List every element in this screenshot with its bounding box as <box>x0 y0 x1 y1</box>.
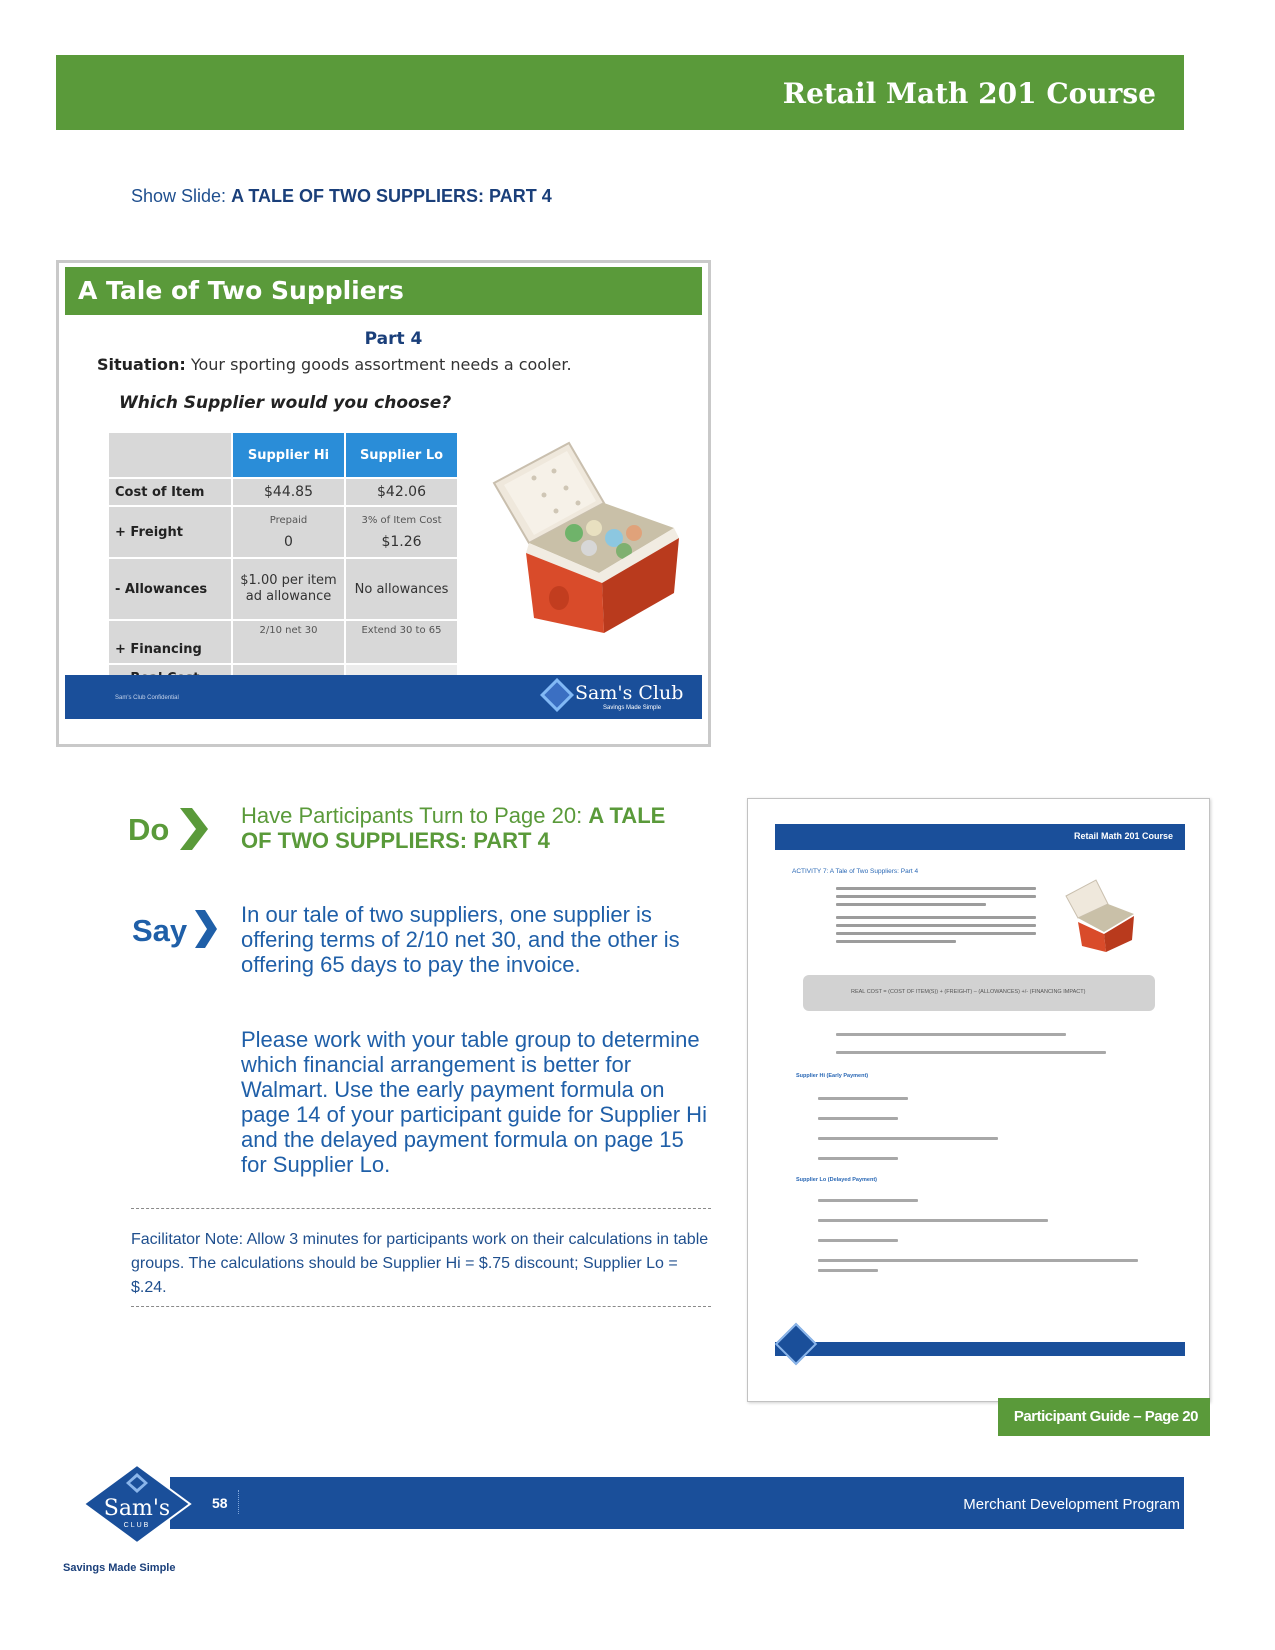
chevron-right-icon <box>178 806 210 852</box>
guide-activity-title: ACTIVITY 7: A Tale of Two Suppliers: Part 4 <box>792 868 919 875</box>
slide-logo-text: Sam's Club <box>575 682 684 704</box>
footer-logo-sub: CLUB <box>123 1522 151 1529</box>
situation-text: Your sporting goods assortment needs a cooler. <box>185 355 572 374</box>
situation-label: Situation: <box>97 355 186 374</box>
financing-hi <box>232 620 345 664</box>
row-label-freight: + Freight <box>108 506 232 558</box>
guide-banner-title: Retail Math 201 Course <box>1073 831 1173 841</box>
slide-logo-tagline: Savings Made Simple <box>603 705 662 711</box>
cost-lo <box>345 478 458 506</box>
cooler-image <box>474 433 684 633</box>
say-paragraph-2: Please work with your table group to determine which financial arrangement is better for Walmart. Use the early payment formula on page 14 of your participant guide for Supplier Hi and the delayed payment formula on page 15 for Supplier Lo. <box>241 1027 707 1177</box>
table-row <box>108 558 458 620</box>
table-row <box>108 620 458 664</box>
participant-guide-thumbnail <box>747 798 1210 1402</box>
program-name: Merchant Development Program <box>963 1496 1180 1513</box>
footer-tagline: Savings Made Simple <box>63 1562 176 1574</box>
guide-text-lines <box>836 887 1041 948</box>
freight-hi-value: 0 <box>284 533 293 550</box>
guide-sub-hi: Supplier Hi (Early Payment) <box>796 1073 869 1079</box>
row-label-allowances: - Allowances <box>108 558 232 620</box>
allowances-hi: $1.00 per item ad allowance <box>232 558 345 620</box>
row-label-financing: + Financing <box>108 620 232 664</box>
cost-hi <box>232 478 345 506</box>
guide-sub-lo: Supplier Lo (Delayed Payment) <box>796 1177 877 1183</box>
financing-lo-value: Extend 30 to 65 <box>361 625 442 636</box>
say-paragraph-1: In our tale of two suppliers, one supplier is offering terms of 2/10 net 30, and the other is offering 65 days to pay the invoice. <box>241 902 680 977</box>
header-supplier-hi: Supplier Hi <box>232 432 345 478</box>
slide-footer <box>65 675 702 719</box>
page-separator <box>238 1490 239 1514</box>
slide-header <box>65 267 702 315</box>
show-slide-prefix: Show Slide: <box>131 186 232 206</box>
freight-lo-note: 3% of Item Cost <box>361 514 442 526</box>
table-row <box>108 478 458 506</box>
slide-situation <box>97 355 572 374</box>
allowances-lo: No allowances <box>345 558 458 620</box>
top-banner <box>56 55 1184 130</box>
financing-hi-value: 2/10 net 30 <box>259 625 318 636</box>
table-row <box>108 432 458 478</box>
table-corner <box>108 432 232 478</box>
chevron-right-icon <box>193 908 219 950</box>
freight-hi-note: Prepaid <box>269 514 308 526</box>
slide-confidential: Sam's Club Confidential <box>115 695 179 701</box>
cost-lo-value: $42.06 <box>377 484 426 500</box>
guide-cooler-image <box>1058 874 1138 954</box>
guide-banner <box>775 824 1185 850</box>
sams-club-logo <box>82 1463 192 1545</box>
show-slide-instruction <box>131 186 552 207</box>
financing-lo <box>345 620 458 664</box>
show-slide-title: A TALE OF TWO SUPPLIERS: PART 4 <box>231 186 552 206</box>
freight-lo-value: $1.26 <box>381 533 422 550</box>
do-text-prefix: Have Participants Turn to Page 20: <box>241 803 589 828</box>
do-label: Do <box>128 812 170 847</box>
header-supplier-lo: Supplier Lo <box>345 432 458 478</box>
guide-formula: REAL COST = (COST OF ITEM(S)) + (FREIGHT) – (ALLOWANCES) +/- (FINANCING IMPACT) <box>851 989 1086 995</box>
guide-formula-box <box>803 975 1155 1011</box>
guide-footer-bar <box>775 1342 1185 1356</box>
guide-page-tab <box>998 1398 1210 1436</box>
slide-title: A Tale of Two Suppliers <box>78 276 404 305</box>
facilitator-note: Facilitator Note: Allow 3 minutes for participants work on their calculations in table groups. The calculations should be Supplier Hi = $.75 discount; Supplier Lo = $.24. <box>131 1231 709 1296</box>
freight-lo <box>345 506 458 558</box>
table-row <box>108 506 458 558</box>
freight-hi <box>232 506 345 558</box>
course-title: Retail Math 201 Course <box>782 77 1156 110</box>
say-label: Say <box>132 913 188 948</box>
guide-page-tab-label: Participant Guide – Page 20 <box>1013 1408 1198 1425</box>
divider-top <box>131 1208 711 1209</box>
slide-part: Part 4 <box>364 329 423 349</box>
guide-logo-icon <box>775 1323 817 1365</box>
footer-logo-text: Sam's <box>103 1496 171 1521</box>
slide-question: Which Supplier would you choose? <box>119 393 452 413</box>
row-label-cost: Cost of Item <box>108 478 232 506</box>
divider-bottom <box>131 1306 711 1307</box>
page-number: 58 <box>212 1495 228 1511</box>
supplier-table <box>107 431 459 693</box>
slide-preview <box>56 260 711 747</box>
do-text-bold: A TALE OF TWO SUPPLIERS: PART 4 <box>241 803 666 853</box>
cost-hi-value: $44.85 <box>264 484 313 500</box>
do-instruction <box>241 803 681 853</box>
sams-diamond-icon <box>540 678 574 712</box>
